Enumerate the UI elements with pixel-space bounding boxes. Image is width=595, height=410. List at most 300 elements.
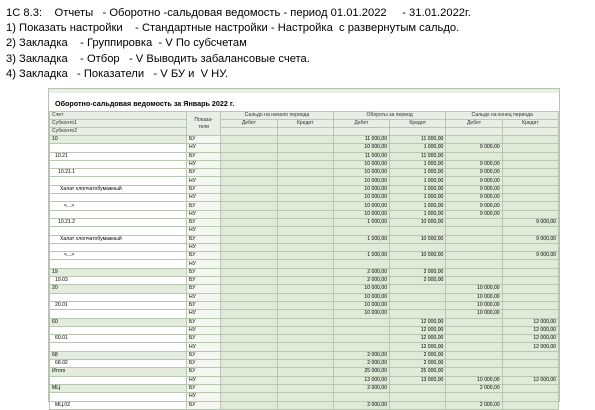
report-title: Оборотно-сальдовая ведомость за Январь 2022 г. (55, 99, 235, 108)
header-subkonto1: Субконто1 (50, 120, 187, 128)
cell-turnover-credit: 1 000,00 (390, 160, 446, 168)
table-row[interactable] (50, 185, 559, 193)
cell-opening-credit (277, 210, 333, 218)
cell-turnover-debit (333, 393, 389, 401)
table-row[interactable] (50, 368, 559, 376)
cell-indicator: БУ (187, 185, 221, 193)
cell-closing-debit: 10 000,00 (446, 301, 502, 309)
cell-closing-credit: 12 000,00 (502, 376, 558, 384)
table-row[interactable] (50, 384, 559, 392)
cell-closing-credit (502, 260, 558, 268)
cell-turnover-debit: 2 000,00 (333, 360, 389, 368)
cell-turnover-credit: 12 000,00 (390, 335, 446, 343)
cell-closing-debit (446, 351, 502, 359)
cell-closing-debit: 2 000,00 (446, 401, 502, 409)
table-row[interactable] (50, 277, 559, 285)
cell-account (50, 393, 187, 401)
cell-turnover-debit (333, 318, 389, 326)
cell-closing-credit (502, 177, 558, 185)
cell-account (50, 177, 187, 185)
table-row[interactable] (50, 243, 559, 251)
cell-turnover-debit: 10 000,00 (333, 210, 389, 218)
cell-closing-credit (502, 301, 558, 309)
cell-account: 60 (50, 318, 187, 326)
table-header-row (50, 112, 559, 120)
cell-opening-debit (221, 136, 277, 144)
cell-opening-credit (277, 202, 333, 210)
cell-closing-credit (502, 384, 558, 392)
cell-account: 68 (50, 351, 187, 359)
cell-opening-debit (221, 210, 277, 218)
table-row[interactable] (50, 343, 559, 351)
table-row[interactable] (50, 401, 559, 409)
cell-turnover-debit: 10 000,00 (333, 185, 389, 193)
table-row[interactable] (50, 160, 559, 168)
cell-account: Халат хлопчатобумажный (50, 235, 187, 243)
cell-closing-credit (502, 310, 558, 318)
report-window (48, 88, 560, 408)
cell-account (50, 310, 187, 318)
table-row[interactable] (50, 376, 559, 384)
cell-opening-debit (221, 277, 277, 285)
cell-turnover-credit: 11 000,00 (390, 136, 446, 144)
cell-account: <...> (50, 252, 187, 260)
cell-turnover-debit: 1 000,00 (333, 218, 389, 226)
cell-closing-credit (502, 144, 558, 152)
cell-account: 10.21.2 (50, 218, 187, 226)
cell-indicator: БУ (187, 169, 221, 177)
cell-account: 19.03 (50, 277, 187, 285)
cell-account (50, 144, 187, 152)
cell-account (50, 227, 187, 235)
cell-indicator: НУ (187, 243, 221, 251)
table-row[interactable] (50, 293, 559, 301)
cell-closing-credit: 12 000,00 (502, 343, 558, 351)
cell-opening-debit (221, 301, 277, 309)
cell-closing-credit (502, 277, 558, 285)
cell-turnover-debit: 2 000,00 (333, 384, 389, 392)
cell-indicator: БУ (187, 252, 221, 260)
cell-account (50, 376, 187, 384)
cell-account (50, 243, 187, 251)
cell-closing-credit (502, 202, 558, 210)
cell-turnover-credit: 1 000,00 (390, 194, 446, 202)
cell-account: 10.21 (50, 152, 187, 160)
cell-turnover-credit (390, 393, 446, 401)
cell-turnover-debit: 10 000,00 (333, 202, 389, 210)
cell-opening-credit (277, 252, 333, 260)
cell-closing-credit: 9 000,00 (502, 218, 558, 226)
cell-indicator: БУ (187, 235, 221, 243)
cell-closing-credit: 12 000,00 (502, 318, 558, 326)
report-table (49, 111, 559, 410)
cell-closing-debit (446, 318, 502, 326)
table-header-row (50, 120, 559, 128)
cell-turnover-credit (390, 310, 446, 318)
cell-closing-credit (502, 268, 558, 276)
cell-turnover-credit: 12 000,00 (390, 318, 446, 326)
cell-opening-credit (277, 376, 333, 384)
header-opening: Сальдо на начало периода (221, 112, 334, 120)
cell-opening-credit (277, 351, 333, 359)
header-credit: Кредит (502, 120, 558, 128)
cell-turnover-credit: 1 000,00 (390, 177, 446, 185)
cell-turnover-credit: 13 000,00 (390, 376, 446, 384)
cell-account (50, 210, 187, 218)
cell-turnover-credit: 12 000,00 (390, 326, 446, 334)
cell-turnover-debit: 2 000,00 (333, 277, 389, 285)
header-debit: Дебет (446, 120, 502, 128)
cell-closing-debit: 9 000,00 (446, 210, 502, 218)
cell-indicator: БУ (187, 351, 221, 359)
cell-closing-debit (446, 343, 502, 351)
cell-closing-credit: 9 000,00 (502, 235, 558, 243)
cell-indicator: НУ (187, 177, 221, 185)
cell-account (50, 343, 187, 351)
cell-closing-debit: 9 000,00 (446, 177, 502, 185)
cell-opening-debit (221, 376, 277, 384)
cell-turnover-debit: 10 000,00 (333, 293, 389, 301)
cell-indicator: НУ (187, 194, 221, 202)
cell-closing-debit (446, 235, 502, 243)
cell-turnover-credit: 12 000,00 (390, 343, 446, 351)
cell-account (50, 194, 187, 202)
cell-opening-credit (277, 318, 333, 326)
cell-closing-debit (446, 136, 502, 144)
cell-opening-debit (221, 393, 277, 401)
cell-indicator: НУ (187, 210, 221, 218)
cell-opening-credit (277, 343, 333, 351)
table-row[interactable] (50, 152, 559, 160)
table-row[interactable] (50, 136, 559, 144)
cell-turnover-debit: 1 000,00 (333, 235, 389, 243)
cell-closing-credit (502, 169, 558, 177)
cell-opening-credit (277, 268, 333, 276)
cell-turnover-credit: 10 000,00 (390, 252, 446, 260)
cell-turnover-credit: 1 000,00 (390, 144, 446, 152)
cell-turnover-debit: 11 000,00 (333, 136, 389, 144)
table-row[interactable] (50, 218, 559, 226)
table-row[interactable] (50, 227, 559, 235)
cell-turnover-debit: 2 000,00 (333, 351, 389, 359)
cell-opening-credit (277, 144, 333, 152)
instruction-line: 1) Показать настройки - Стандартные настройки - Настройка с развернутым сальдо. (6, 22, 460, 35)
cell-turnover-credit (390, 301, 446, 309)
cell-opening-debit (221, 401, 277, 409)
table-row[interactable] (50, 202, 559, 210)
cell-opening-credit (277, 310, 333, 318)
table-row[interactable] (50, 194, 559, 202)
cell-turnover-debit: 25 000,00 (333, 368, 389, 376)
cell-indicator: НУ (187, 144, 221, 152)
table-row[interactable] (50, 310, 559, 318)
header-account: Счет (50, 112, 187, 120)
cell-closing-debit: 9 000,00 (446, 169, 502, 177)
cell-closing-credit (502, 285, 558, 293)
cell-indicator: БУ (187, 335, 221, 343)
cell-turnover-debit: 10 000,00 (333, 177, 389, 185)
cell-opening-debit (221, 318, 277, 326)
cell-indicator: НУ (187, 343, 221, 351)
cell-turnover-debit: 2 000,00 (333, 401, 389, 409)
cell-turnover-credit: 10 000,00 (390, 235, 446, 243)
cell-opening-credit (277, 152, 333, 160)
cell-opening-credit (277, 227, 333, 235)
cell-turnover-credit: 1 000,00 (390, 185, 446, 193)
cell-closing-credit: 12 000,00 (502, 326, 558, 334)
cell-indicator: БУ (187, 360, 221, 368)
cell-account: 19 (50, 268, 187, 276)
table-row[interactable] (50, 285, 559, 293)
cell-opening-credit (277, 277, 333, 285)
table-row[interactable] (50, 177, 559, 185)
header-credit: Кредит (277, 120, 333, 128)
cell-turnover-debit: 13 000,00 (333, 376, 389, 384)
table-row[interactable] (50, 260, 559, 268)
header-debit: Дебет (333, 120, 389, 128)
cell-closing-debit (446, 393, 502, 401)
cell-turnover-debit (333, 343, 389, 351)
cell-opening-credit (277, 293, 333, 301)
cell-turnover-credit: 1 000,00 (390, 169, 446, 177)
table-row[interactable] (50, 351, 559, 359)
cell-opening-debit (221, 235, 277, 243)
cell-indicator: БУ (187, 384, 221, 392)
cell-indicator: БУ (187, 277, 221, 285)
cell-closing-credit (502, 210, 558, 218)
cell-turnover-credit: 1 000,00 (390, 202, 446, 210)
cell-opening-credit (277, 218, 333, 226)
cell-indicator: НУ (187, 160, 221, 168)
cell-closing-debit: 9 000,00 (446, 185, 502, 193)
cell-account: 60.01 (50, 335, 187, 343)
cell-indicator: БУ (187, 152, 221, 160)
cell-closing-credit: 12 000,00 (502, 335, 558, 343)
cell-turnover-credit (390, 384, 446, 392)
cell-opening-credit (277, 368, 333, 376)
table-row[interactable] (50, 252, 559, 260)
cell-opening-debit (221, 202, 277, 210)
table-row[interactable] (50, 360, 559, 368)
cell-indicator: НУ (187, 376, 221, 384)
header-indicator: Показа- тели (187, 112, 221, 136)
cell-indicator: НУ (187, 393, 221, 401)
cell-closing-credit (502, 227, 558, 235)
table-header-row (50, 128, 559, 136)
cell-closing-debit (446, 360, 502, 368)
cell-indicator: НУ (187, 293, 221, 301)
cell-opening-debit (221, 185, 277, 193)
cell-closing-debit: 9 000,00 (446, 194, 502, 202)
cell-opening-debit (221, 384, 277, 392)
cell-closing-credit (502, 351, 558, 359)
cell-indicator: БУ (187, 268, 221, 276)
cell-turnover-debit: 1 000,00 (333, 252, 389, 260)
cell-closing-debit (446, 218, 502, 226)
table-row[interactable] (50, 169, 559, 177)
cell-opening-credit (277, 301, 333, 309)
cell-opening-debit (221, 177, 277, 185)
instructions-text (6, 6, 591, 82)
header-credit: Кредит (390, 120, 446, 128)
cell-turnover-debit (333, 335, 389, 343)
cell-turnover-credit: 25 000,00 (390, 368, 446, 376)
cell-closing-credit: 9 000,00 (502, 252, 558, 260)
table-row[interactable] (50, 235, 559, 243)
cell-turnover-debit (333, 227, 389, 235)
table-row[interactable] (50, 335, 559, 343)
cell-closing-credit (502, 360, 558, 368)
cell-closing-credit (502, 243, 558, 251)
cell-opening-debit (221, 160, 277, 168)
cell-closing-credit (502, 368, 558, 376)
cell-account (50, 326, 187, 334)
cell-closing-credit (502, 393, 558, 401)
cell-turnover-debit (333, 326, 389, 334)
cell-turnover-credit: 11 000,00 (390, 152, 446, 160)
cell-indicator: НУ (187, 227, 221, 235)
cell-turnover-credit (390, 285, 446, 293)
cell-account: МЦ.02 (50, 401, 187, 409)
cell-turnover-debit: 11 000,00 (333, 152, 389, 160)
header-turnover: Обороты за период (333, 112, 446, 120)
cell-opening-debit (221, 285, 277, 293)
cell-opening-credit (277, 360, 333, 368)
cell-opening-debit (221, 368, 277, 376)
table-row[interactable] (50, 144, 559, 152)
cell-opening-credit (277, 160, 333, 168)
cell-turnover-debit: 2 000,00 (333, 268, 389, 276)
cell-indicator: БУ (187, 285, 221, 293)
cell-closing-debit: 10 000,00 (446, 285, 502, 293)
instruction-line: 2) Закладка - Группировка - V По субсчетам (6, 37, 247, 50)
cell-opening-debit (221, 227, 277, 235)
cell-opening-credit (277, 177, 333, 185)
cell-closing-credit (502, 293, 558, 301)
cell-closing-debit: 9 000,00 (446, 144, 502, 152)
cell-turnover-debit: 10 000,00 (333, 310, 389, 318)
cell-opening-debit (221, 293, 277, 301)
cell-closing-debit: 10 000,00 (446, 376, 502, 384)
cell-closing-credit (502, 194, 558, 202)
header-subkonto2: Субконто2 (50, 128, 187, 136)
cell-opening-credit (277, 243, 333, 251)
cell-turnover-credit (390, 227, 446, 235)
table-row[interactable] (50, 301, 559, 309)
cell-indicator: БУ (187, 401, 221, 409)
table-row[interactable] (50, 393, 559, 401)
cell-turnover-debit: 10 000,00 (333, 285, 389, 293)
cell-closing-debit (446, 152, 502, 160)
cell-opening-credit (277, 401, 333, 409)
cell-opening-credit (277, 326, 333, 334)
table-row[interactable] (50, 326, 559, 334)
cell-opening-debit (221, 343, 277, 351)
cell-opening-debit (221, 144, 277, 152)
cell-opening-debit (221, 169, 277, 177)
cell-closing-debit: 10 000,00 (446, 310, 502, 318)
cell-turnover-credit: 2 000,00 (390, 360, 446, 368)
instruction-line: 3) Закладка - Отбор - V Выводить забалансовые счета. (6, 52, 310, 65)
cell-account: 20.01 (50, 301, 187, 309)
cell-account: 20 (50, 285, 187, 293)
cell-indicator: БУ (187, 202, 221, 210)
cell-turnover-debit: 10 000,00 (333, 169, 389, 177)
cell-indicator: БУ (187, 218, 221, 226)
cell-closing-debit (446, 243, 502, 251)
cell-account: 68.02 (50, 360, 187, 368)
cell-turnover-credit: 2 000,00 (390, 351, 446, 359)
cell-opening-debit (221, 243, 277, 251)
cell-turnover-debit: 10 000,00 (333, 194, 389, 202)
cell-turnover-debit (333, 243, 389, 251)
cell-account: 10.21.1 (50, 169, 187, 177)
cell-opening-credit (277, 393, 333, 401)
cell-closing-debit (446, 260, 502, 268)
cell-account: 10 (50, 136, 187, 144)
cell-turnover-debit: 10 000,00 (333, 144, 389, 152)
cell-turnover-credit: 2 000,00 (390, 268, 446, 276)
table-row[interactable] (50, 318, 559, 326)
cell-opening-debit (221, 260, 277, 268)
cell-opening-credit (277, 384, 333, 392)
cell-turnover-credit: 10 000,00 (390, 218, 446, 226)
cell-opening-credit (277, 185, 333, 193)
cell-account: Итого (50, 368, 187, 376)
cell-closing-debit (446, 277, 502, 285)
cell-opening-debit (221, 194, 277, 202)
cell-turnover-credit (390, 401, 446, 409)
cell-turnover-debit: 10 000,00 (333, 160, 389, 168)
cell-closing-credit (502, 185, 558, 193)
cell-account (50, 260, 187, 268)
table-row[interactable] (50, 268, 559, 276)
cell-turnover-credit: 2 000,00 (390, 277, 446, 285)
cell-indicator: БУ (187, 368, 221, 376)
cell-opening-credit (277, 260, 333, 268)
cell-account: <...> (50, 202, 187, 210)
cell-account: Халат хлопчатобумажный (50, 185, 187, 193)
cell-opening-debit (221, 360, 277, 368)
cell-opening-debit (221, 152, 277, 160)
cell-opening-debit (221, 310, 277, 318)
cell-account (50, 293, 187, 301)
cell-opening-debit (221, 218, 277, 226)
cell-closing-debit (446, 227, 502, 235)
cell-indicator: НУ (187, 310, 221, 318)
cell-closing-debit (446, 326, 502, 334)
cell-opening-debit (221, 268, 277, 276)
cell-indicator: БУ (187, 318, 221, 326)
cell-turnover-credit (390, 243, 446, 251)
cell-opening-credit (277, 169, 333, 177)
cell-opening-debit (221, 335, 277, 343)
cell-opening-debit (221, 326, 277, 334)
cell-closing-credit (502, 136, 558, 144)
cell-opening-debit (221, 351, 277, 359)
cell-closing-credit (502, 160, 558, 168)
cell-closing-credit (502, 401, 558, 409)
cell-closing-debit: 2 000,00 (446, 384, 502, 392)
cell-turnover-debit: 10 000,00 (333, 301, 389, 309)
cell-turnover-credit (390, 293, 446, 301)
cell-opening-credit (277, 194, 333, 202)
cell-turnover-credit: 1 000,00 (390, 210, 446, 218)
table-row[interactable] (50, 210, 559, 218)
header-debit: Дебет (221, 120, 277, 128)
cell-indicator: НУ (187, 260, 221, 268)
cell-indicator: БУ (187, 136, 221, 144)
